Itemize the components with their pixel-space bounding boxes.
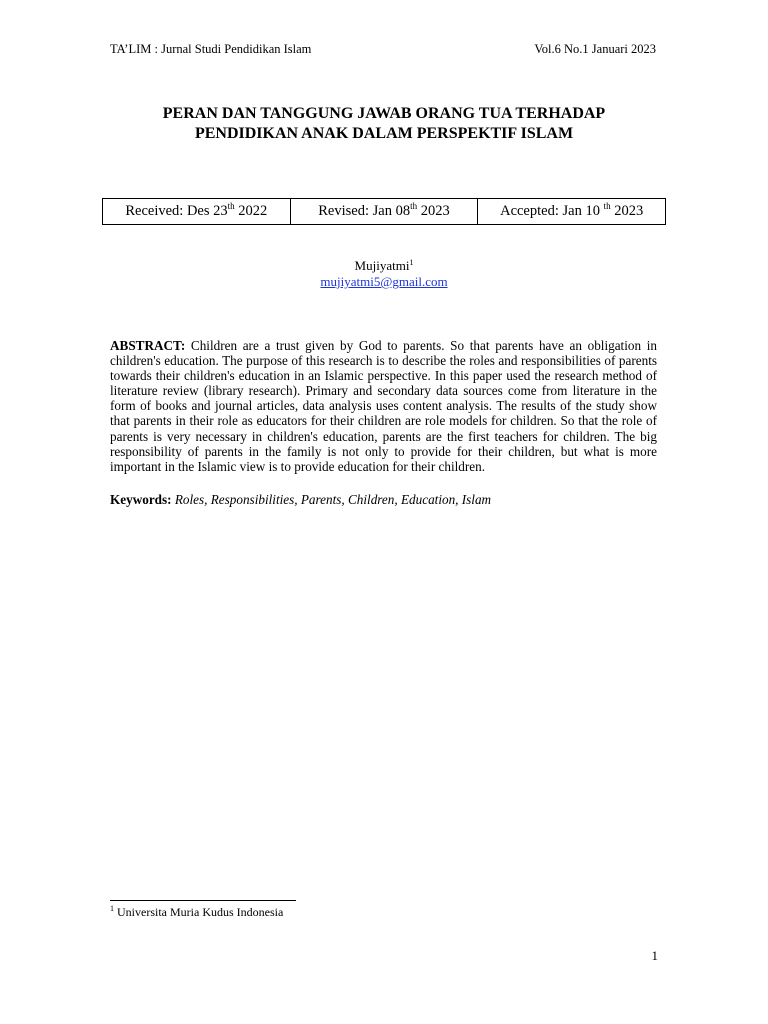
accepted-date: Accepted: Jan 10 $^{th}$ 2023 bbox=[478, 199, 666, 225]
keywords-line bbox=[110, 492, 657, 508]
author-name: Mujiyatmi$^1$ bbox=[354, 258, 414, 273]
footnote-divider bbox=[110, 900, 296, 901]
footnote-mark: 1 bbox=[110, 904, 114, 913]
abstract-text: Children are a trust given by God to parents. So that parents have an obligation in children's education. The purpose of this research is to describe the roles and responsibilities of parents towards their children's education in an Islamic perspective. In this paper used the research method of literature review (library research). Primary and secondary data sources come from literature in the form of books and journal articles, data analysis uses content analysis. The results of the study show that parents in their role as educators for their children are role models for children. So that the role of parents is very necessary in children's education, parents are the first teachers for children. The big responsibility of parents in the family is not only to provide for their children, but what is more important in the Islamic view is to provide education for their children. bbox=[110, 338, 657, 474]
footnote bbox=[110, 905, 283, 920]
journal-name: TA’LIM : Jurnal Studi Pendidikan Islam bbox=[110, 42, 312, 56]
submission-dates-table bbox=[102, 198, 666, 225]
page-number: 1 bbox=[651, 948, 658, 963]
keywords-label: Keywords: bbox=[110, 492, 172, 507]
keywords-list: Roles, Responsibilities, Parents, Children, Education, Islam bbox=[171, 492, 492, 507]
running-header bbox=[110, 42, 656, 57]
revised-date: Revised: Jan 08th 2023 bbox=[290, 199, 478, 225]
abstract-paragraph bbox=[110, 338, 657, 474]
title-line-1: PERAN DAN TANGGUNG JAWAB ORANG TUA TERHADAP bbox=[162, 105, 606, 122]
received-date: Received: Des 23th 2022 bbox=[103, 199, 291, 225]
article-title bbox=[60, 104, 708, 144]
title-line-2: PENDIDIKAN ANAK DALAM PERSPEKTIF ISLAM bbox=[194, 125, 574, 142]
author-email-link[interactable]: mujiyatmi5@gmail.com bbox=[320, 274, 448, 289]
abstract-label: ABSTRACT: bbox=[110, 338, 186, 353]
footnote-text: Universita Muria Kudus Indonesia bbox=[117, 905, 284, 919]
volume-info: Vol.6 No.1 Januari 2023 bbox=[534, 42, 656, 56]
author-footnote-mark: 1 bbox=[409, 258, 414, 267]
